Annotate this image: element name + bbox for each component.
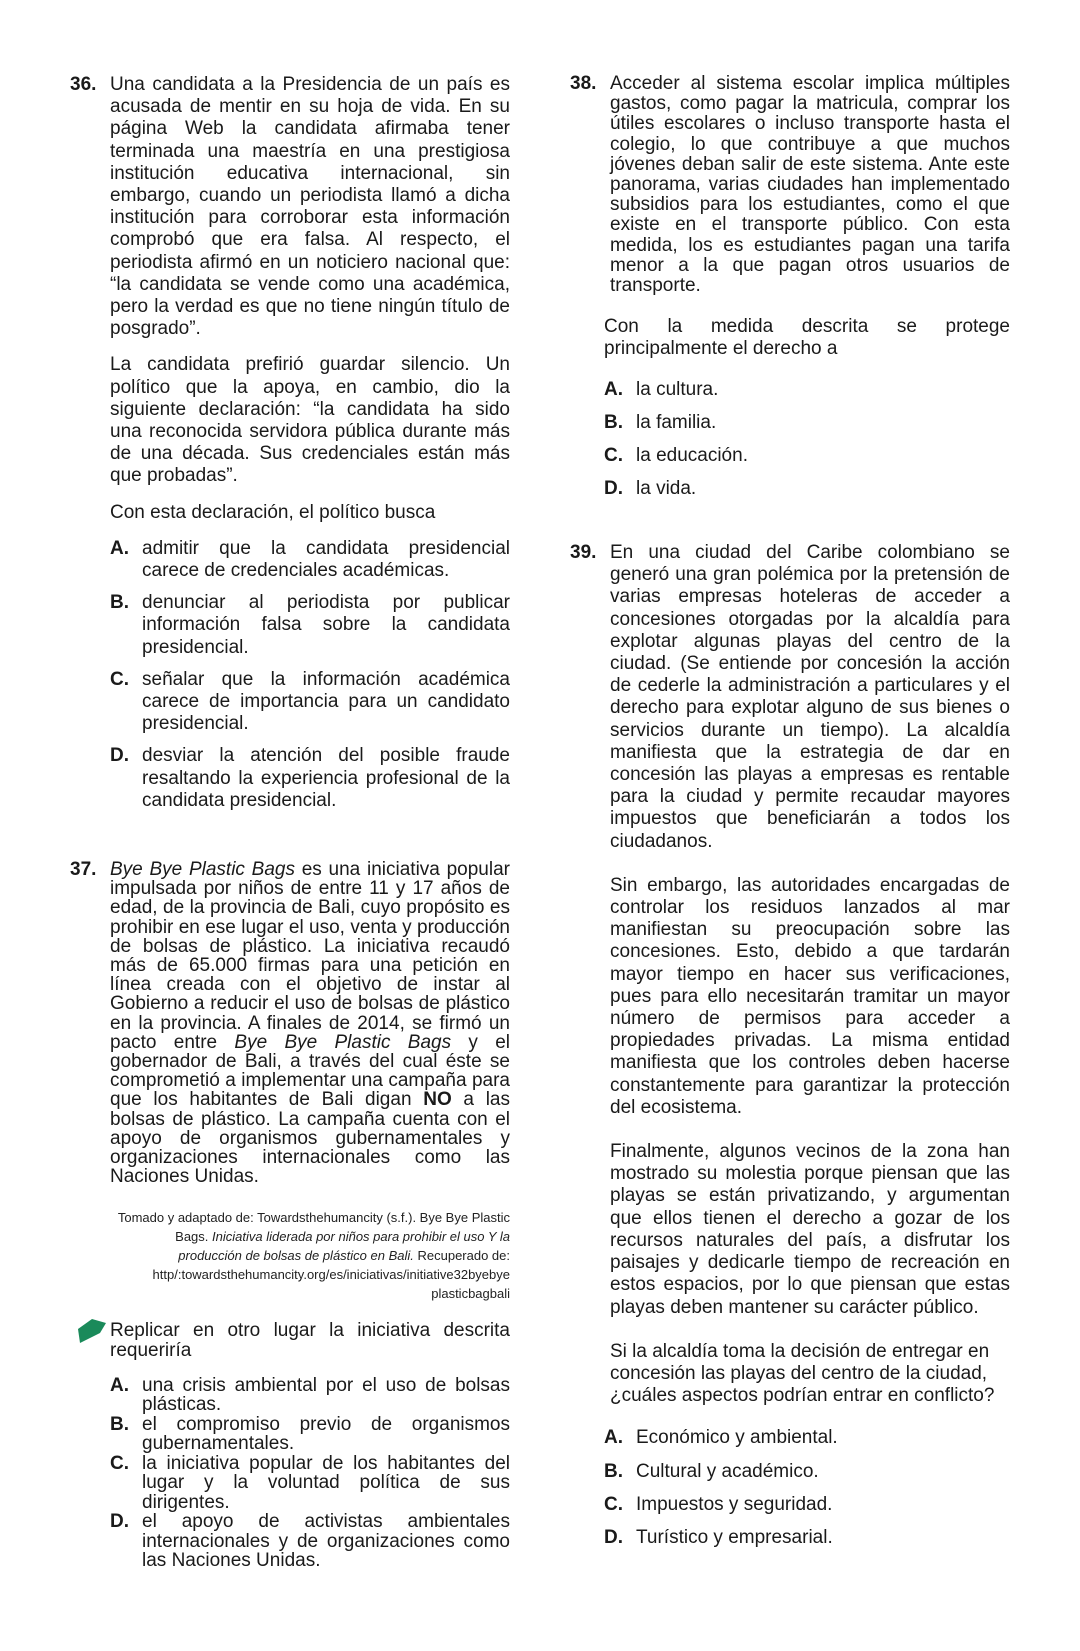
source-citation: Tomado y adaptado de: Towardsthehumancity (s.f.). Bye Bye Plastic Bags. Iniciativa liderada por niños para prohibir el uso Y la producción de bolsas de plástico en Bali. Recuperado de: http/:towardsthehumancity.org/es/iniciativas/initiative32byebye plasticbagbali [117, 1210, 510, 1302]
option-text: una crisis ambiental por el uso de bolsas plásticas. [142, 1374, 510, 1416]
green-marker-icon [78, 1319, 106, 1343]
passage-paragraph: Sin embargo, las autoridades encargadas de controlar los residuos lanzados al mar manifiestan su preocupación sobre las concesiones. Esto, debido a que tardarán mayor tiempo en hacer sus verificaciones, pues para ello necesitarán tramitar un mayor número de permisos para acceder a propiedades privadas. La misma entidad manifiesta que los controles deben hacerse constantemente para garantizar la protección del ecosistema. [610, 874, 1010, 1118]
option-text: señalar que la información académica carece de importancia para un candidato presidencial. [142, 668, 510, 735]
question-38 [570, 74, 1010, 511]
question-number: 37. [70, 859, 97, 880]
option-text: la familia. [636, 411, 717, 433]
option-letter: D. [604, 478, 623, 500]
option-text: desviar la atención del posible fraude resaltando la experiencia profesional de la candidata presidencial. [142, 745, 510, 811]
option-text: la cultura. [636, 378, 719, 400]
option-text: Impuestos y seguridad. [636, 1493, 833, 1515]
passage-paragraph: Bye Bye Plastic Bags es una iniciativa popular impulsada por niños de entre 11 y 17 años de edad, de la provincia de Bali, cuyo propósito es prohibir en ese lugar el uso, venta y producción de bolsas de plástico. La iniciativa recaudó más de 65.000 firmas para una petición en línea creada con el objetivo de instar al Gobierno a reducir el uso de bolsas de plástico en la provincia. A finales de 2014, se firmó un pacto entre Bye Bye Plastic Bags y el gobernador de Bali, a través del cual éste se comprometió a implementar una campaña para que los habitantes de Bali digan NO a las bolsas de plástico. La campaña cuenta con el apoyo de organismos gubernamentales y organizaciones internacionales como las Naciones Unidas. [110, 859, 510, 1188]
option-letter: B. [110, 1413, 129, 1435]
passage-paragraph: La candidata prefirió guardar silencio. Un político que la apoya, en cambio, dio la siguiente declaración: “la candidata ha sido una reconocida servidora pública durante más de una década. Sus credenciales están más que probadas”. [110, 354, 510, 487]
option-text: Económico y ambiental. [636, 1427, 838, 1449]
option-letter: A. [110, 1374, 129, 1396]
option-text: Cultural y académico. [636, 1460, 819, 1482]
emphasis-no: NO [423, 1089, 452, 1111]
option-letter: C. [604, 445, 623, 467]
option-letter: B. [604, 1460, 623, 1482]
option-text: la iniciativa popular de los habitantes del lugar y la voluntad política de sus dirigentes. [142, 1452, 510, 1513]
question-39 [570, 542, 1010, 1560]
option-text: Turístico y empresarial. [636, 1526, 833, 1548]
question-stem: Replicar en otro lugar la iniciativa descrita requeriría [110, 1320, 510, 1361]
option-b[interactable] [110, 1415, 510, 1454]
option-b[interactable] [604, 1461, 1010, 1483]
question-number: 36. [70, 74, 97, 95]
option-letter: A. [604, 378, 623, 400]
option-letter: C. [110, 668, 129, 690]
question-passage [610, 74, 1010, 296]
initiative-title: Bye Bye Plastic Bags [110, 859, 295, 880]
option-letter: D. [604, 1526, 623, 1548]
option-letter: D. [110, 745, 129, 767]
answer-options [110, 1376, 510, 1571]
option-b[interactable] [110, 592, 510, 659]
passage-paragraph: En una ciudad del Caribe colombiano se generó una gran polémica por la pretensión de varias empresas hoteleras de acceder a concesiones otorgadas por la alcaldía para explotar algunas playas del centro de la ciudad. (Se entiende por concesión la acción de cederle la administración a particulares y el derecho para explotar alguno de sus bienes o servicios durante un tiempo). La alcaldía manifiesta que la estrategia de dar en concesión las playas a empresas es rentable para la ciudad y permite recaudar mayores impuestos que beneficiarán a todos los ciudadanos. [610, 542, 1010, 852]
passage-paragraph: Una candidata a la Presidencia de un país es acusada de mentir en su hoja de vida. En su página Web la candidata afirmaba tener terminada una maestría en una prestigiosa institución educativa internacional, sin embargo, cuando un periodista llamó a dicha institución para corroborar esta información comprobó que era falsa. Al respecto, el periodista afirmó en un noticiero nacional que: “la candidata se vende como una académica, pero la verdad es que no tiene ningún título de posgrado”. [110, 74, 510, 340]
option-c[interactable] [110, 1454, 510, 1513]
question-37 [70, 860, 510, 1571]
answer-options [110, 538, 510, 812]
option-text: admitir que la candidata presidencial carece de credenciales académicas. [142, 537, 510, 582]
option-d[interactable] [604, 478, 1010, 500]
option-d[interactable] [604, 1527, 1010, 1549]
option-letter: B. [604, 411, 623, 433]
option-a[interactable] [110, 538, 510, 582]
option-text: la vida. [636, 478, 697, 500]
question-stem: Con esta declaración, el político busca [110, 501, 436, 523]
option-text: denunciar al periodista por publicar información falsa sobre la candidata presidencial. [142, 592, 510, 658]
option-text: el apoyo de activistas ambientales internacionales y de organizaciones como las Naciones Unidas. [142, 1511, 510, 1572]
option-b[interactable] [604, 412, 1010, 434]
option-letter: A. [110, 537, 129, 559]
passage-paragraph: Acceder al sistema escolar implica múltiples gastos, como pagar la matricula, comprar los útiles escolares o incluso transporte hasta el colegio, lo que contribuye a que muchos jóvenes deban salir de este sistema. Ante este panorama, varias ciudades han implementado subsidios para los estudiantes, como el que existe en el transporte público. Con esta medida, los es estudiantes pagan una tarifa menor a la que pagan otros usuarios de transporte. [610, 73, 1010, 297]
answer-options [604, 379, 1010, 501]
option-letter: D. [110, 1511, 129, 1533]
option-letter: B. [110, 592, 129, 614]
option-a[interactable] [604, 379, 1010, 401]
question-36 [70, 74, 510, 822]
option-d[interactable] [110, 1512, 510, 1571]
option-a[interactable] [110, 1376, 510, 1415]
option-c[interactable] [110, 669, 510, 736]
option-text: la educación. [636, 445, 748, 467]
passage-paragraph: Finalmente, algunos vecinos de la zona han mostrado su molestia porque piensan que las playas se están privatizando, y argumentan que ellos tienen el derecho a gozar de los recursos naturales del país, a disfrutar los paisajes y dedicarle tiempo de recreación en estos espacios, por lo que piensan que estas playas deben mantener su carácter público. [610, 1141, 1010, 1318]
option-c[interactable] [604, 445, 1010, 467]
question-passage [610, 542, 1010, 1407]
question-passage [110, 860, 510, 1186]
question-number: 39. [570, 542, 597, 563]
option-letter: C. [110, 1452, 129, 1474]
question-stem: Si la alcaldía toma la decisión de entregar en concesión las playas del centro de la ciudad, ¿cuáles aspectos podrían entrar en conflicto? [610, 1340, 995, 1407]
question-passage [110, 74, 510, 538]
option-letter: C. [604, 1493, 623, 1515]
option-d[interactable] [110, 745, 510, 812]
answer-options [604, 1427, 1010, 1549]
initiative-title: Bye Bye Plastic Bags [234, 1031, 452, 1053]
option-c[interactable] [604, 1494, 1010, 1516]
option-a[interactable] [604, 1427, 1010, 1449]
question-stem: Con la medida descrita se protege principalmente el derecho a [604, 316, 1010, 360]
option-text: el compromiso previo de organismos gubernamentales. [142, 1413, 510, 1455]
question-number: 38. [570, 73, 597, 94]
option-letter: A. [604, 1427, 623, 1449]
